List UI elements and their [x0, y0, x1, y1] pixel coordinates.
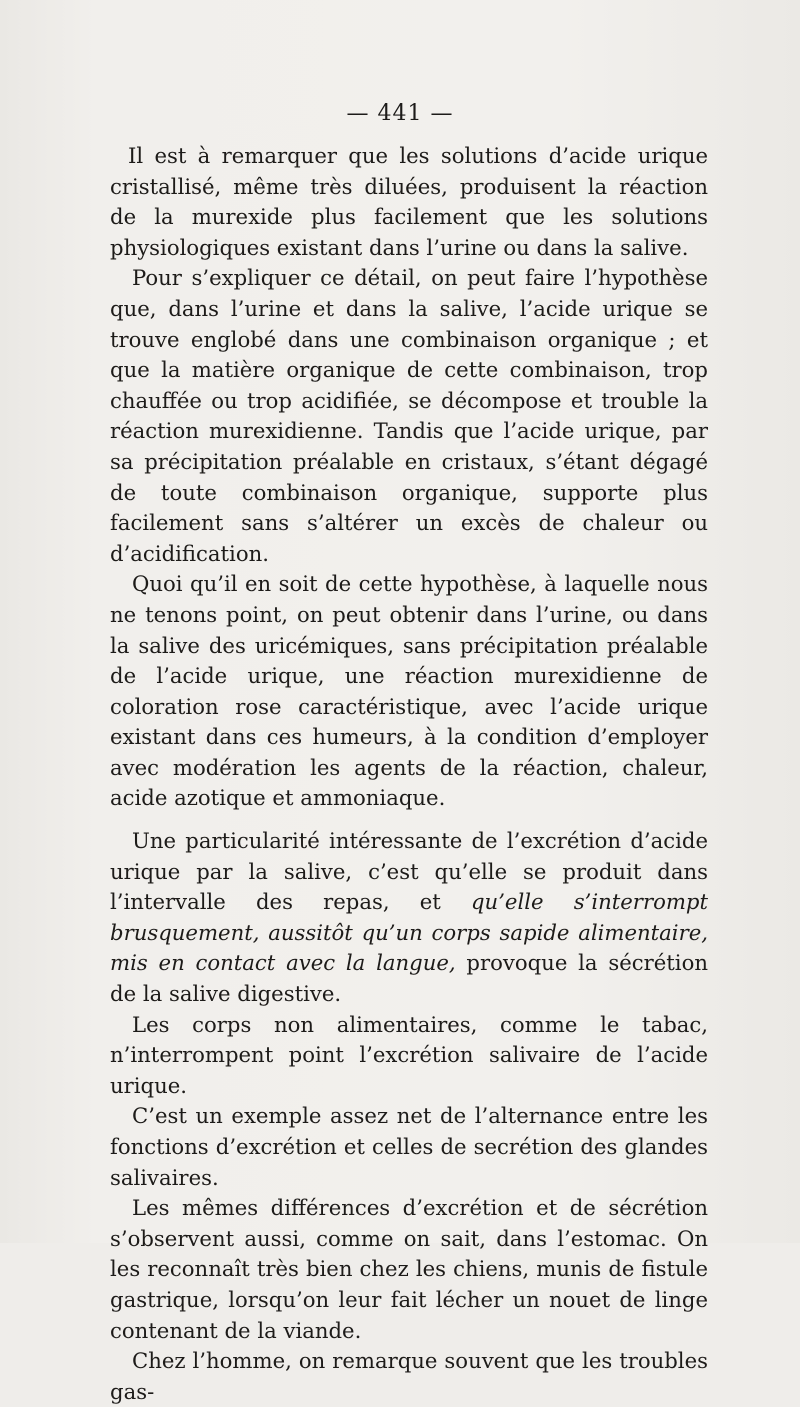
paragraph-1: Il est à remarquer que les solutions d’acide urique cristallisé, même très diluées, produisent la réaction de la murexide plus facilement que les solutions physiologiques existant dans l’urine ou dans la salive. — [110, 143, 708, 260]
paragraph-3: Quoi qu’il en soit de cette hypothèse, à laquelle nous ne tenons point, on peut obtenir dans l’urine, ou dans la salive des uricémiques, sans précipitation préalable de l’acide urique, une réaction murexidienne de coloration rose caractéristique, avec l’acide urique existant dans ces humeurs, à la condition d’employer avec modération les agents de la réaction, chaleur, acide azotique et ammoniaque. — [110, 571, 708, 811]
page-number: — 441 — — [346, 101, 454, 126]
paragraph-2: Pour s’expliquer ce détail, on peut faire l’hypothèse que, dans l’urine et dans la salive, l’acide urique se trouve englobé dans une combinaison organique ; et que la matière organique de cette combinaison, trop chauffée ou trop acidifiée, se décompose et trouble la réaction murexidienne. Tandis que l’acide urique, par sa précipitation préalable en cristaux, s’étant dégagé de toute combinaison organique, supporte plus facilement sans s’altérer un excès de chaleur ou d’acidification. — [110, 265, 708, 566]
paragraph-4-end: provoque la sécrétion de la salive digestive. — [110, 950, 708, 1007]
paragraph-8: Chez l’homme, on remarque souvent que les troubles gas- — [110, 1348, 708, 1404]
paragraph-7: Les mêmes différences d’excrétion et de sécrétion s’observent aussi, comme on sait, dans l’estomac. On les reconnaît très bien chez les chiens, munis de fistule gastrique, lorsqu’on leur fait lécher un nouet de linge contenant de la viande. — [110, 1195, 708, 1343]
paragraph-4-italic: qu’elle s’interrompt brusquement, aussitôt qu’un corps sapide alimentaire, mis en contact avec la langue, — [110, 889, 708, 976]
paragraph-4-start: Une particularité intéressante de l’excrétion d’acide urique par la salive, c’est qu’elle se produit dans l’intervalle des repas, et — [110, 828, 708, 915]
body-text — [110, 141, 708, 1407]
paragraph-6: C’est un exemple assez net de l’alternance entre les fonctions d’excrétion et celles de secrétion des glandes salivaires. — [110, 1103, 708, 1190]
paragraph-4 — [110, 826, 708, 1010]
paragraph-5: Les corps non alimentaires, comme le tabac, n’interrompent point l’excrétion salivaire de l’acide urique. — [110, 1011, 708, 1098]
